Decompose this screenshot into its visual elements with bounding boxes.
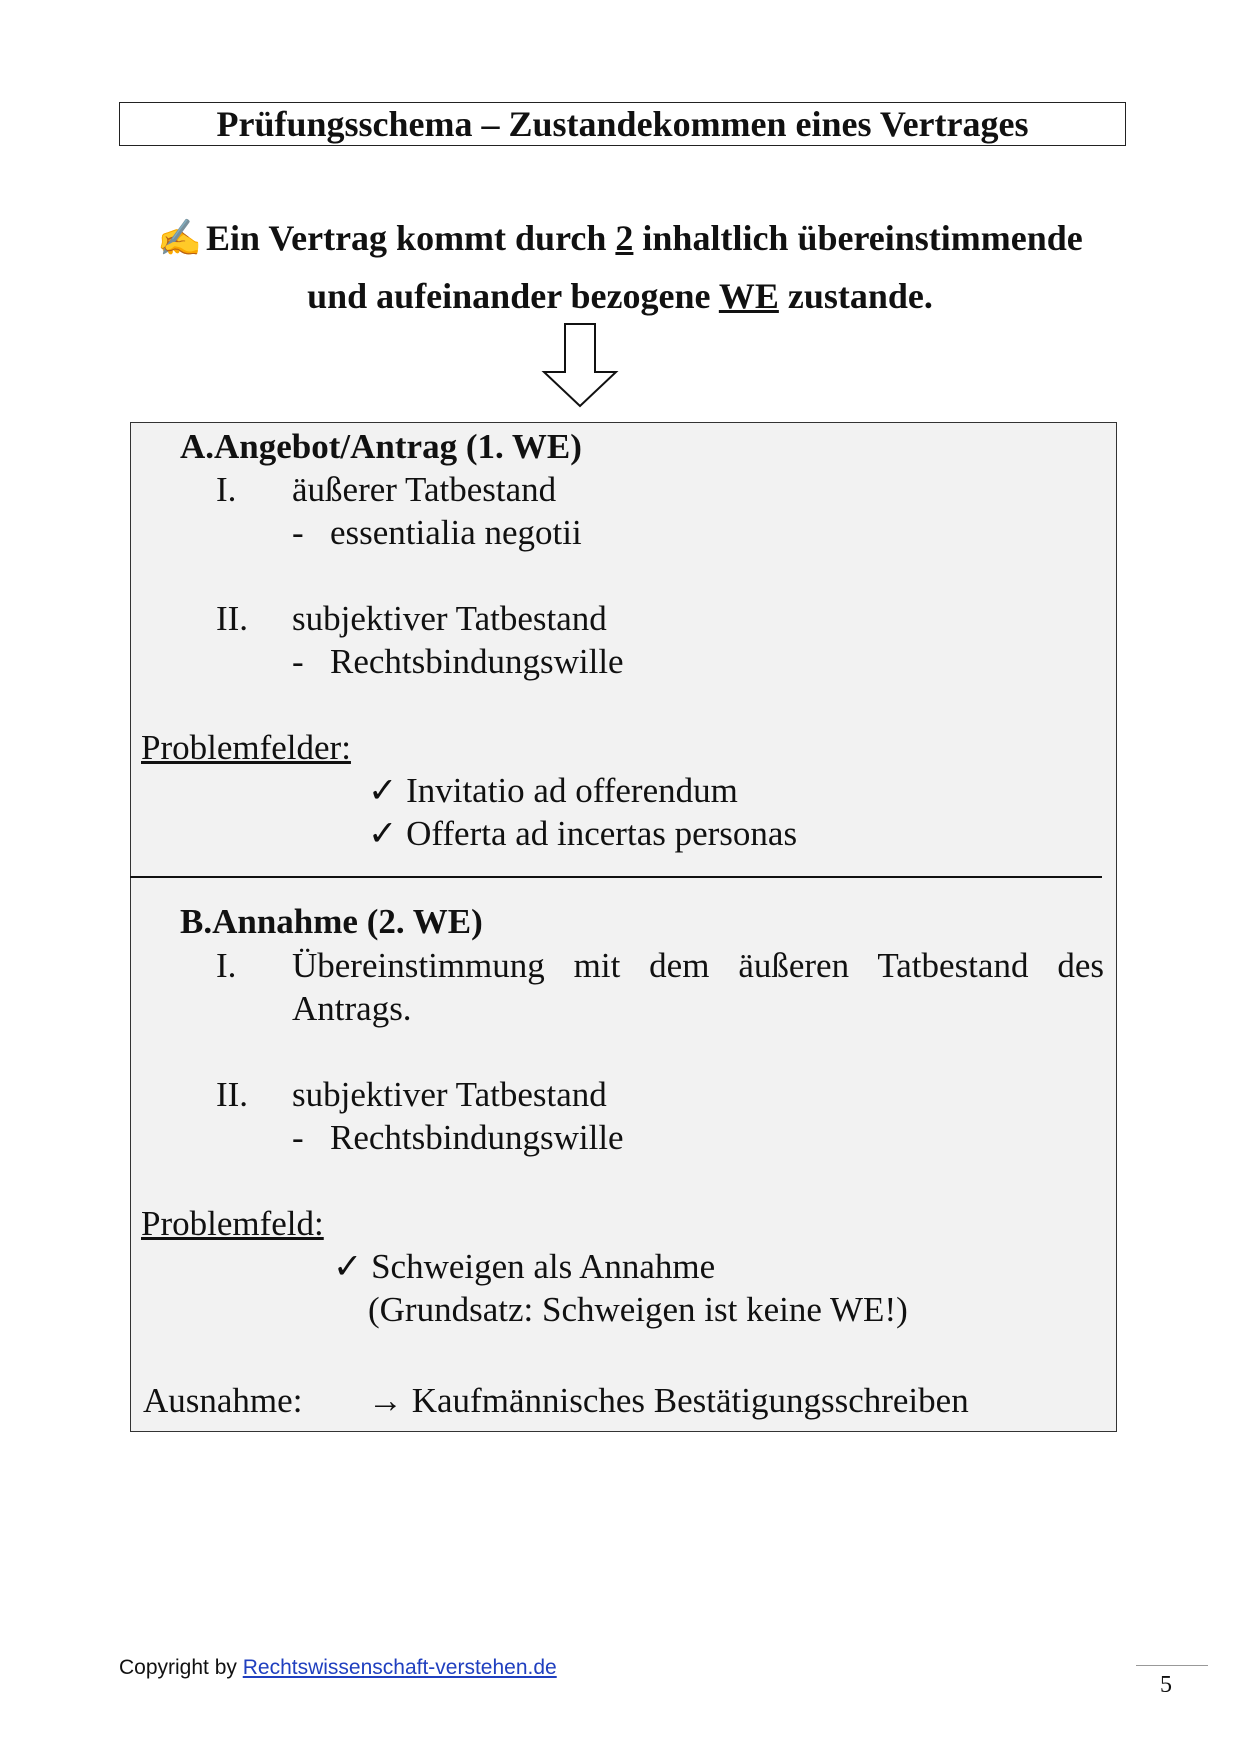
down-arrow-icon [540,322,620,408]
section-b-exception-text: → Kaufmännisches Bestätigungsschreiben [368,1381,969,1420]
section-b-item2-number: II. [216,1075,249,1114]
section-b-item1-label-line2: Antrags. [292,989,412,1028]
section-b-item2-sub: Rechtsbindungswille [330,1118,624,1157]
intro-text-2b: zustande. [778,276,933,316]
section-b-item1-number: I. [216,946,237,985]
section-a-item1-number: I. [216,470,237,509]
section-a-item2-label: subjektiver Tatbestand [292,599,607,638]
checkmark-icon: ✓ [333,1247,363,1286]
page-title: Prüfungsschema – Zustandekommen eines Vertrages [119,102,1126,146]
footer-copyright [119,1656,557,1680]
section-a-problem-1 [368,770,738,812]
intro-text-1b: inhaltlich übereinstimmende [633,218,1083,258]
section-b-item2-dash: - [292,1118,304,1157]
section-a-problem-2 [368,813,797,855]
section-b-item1-label-line1: Übereinstimmung mit dem äußeren Tatbestand des [292,946,1104,985]
section-b-problem-1-note: (Grundsatz: Schweigen ist keine WE!) [368,1290,908,1329]
section-a-item1-sub: essentialia negotii [330,513,582,552]
page-number: 5 [1160,1672,1172,1698]
section-b-problem-1 [333,1246,715,1288]
section-b-heading: B.Annahme (2. WE) [180,902,483,941]
section-a-item2-sub: Rechtsbindungswille [330,642,624,681]
section-b-problem-1-text: Schweigen als Annahme [371,1247,716,1286]
section-a-problem-2-text: Offerta ad incertas personas [406,814,798,853]
section-a-item1-dash: - [292,513,304,552]
section-a-item2-dash: - [292,642,304,681]
writing-hand-icon: ✍ [157,218,203,258]
intro-text-2a: und aufeinander bezogene [307,276,719,316]
copyright-link[interactable]: Rechtswissenschaft-verstehen.de [242,1656,557,1679]
intro-text-1a: Ein Vertrag kommt durch [206,218,616,258]
intro-line-2 [120,274,1120,318]
intro-number: 2 [615,218,634,258]
checkmark-icon: ✓ [368,814,398,853]
intro-we: WE [718,276,779,316]
checkmark-icon: ✓ [368,771,398,810]
section-b-item2-label: subjektiver Tatbestand [292,1075,607,1114]
section-a-item2-number: II. [216,599,249,638]
section-a-item1-label: äußerer Tatbestand [292,470,557,509]
section-a-heading: A.Angebot/Antrag (1. WE) [180,427,582,466]
page-number-rule [1136,1665,1208,1666]
copyright-text: Copyright by [119,1656,243,1679]
section-a-problem-1-text: Invitatio ad offerendum [406,771,738,810]
section-b-exception-label: Ausnahme: [143,1381,303,1420]
intro-line-1 [120,216,1120,260]
section-divider [130,876,1102,878]
section-b-problems-label: Problemfeld: [141,1204,324,1243]
section-a-problems-label: Problemfelder: [141,728,351,767]
